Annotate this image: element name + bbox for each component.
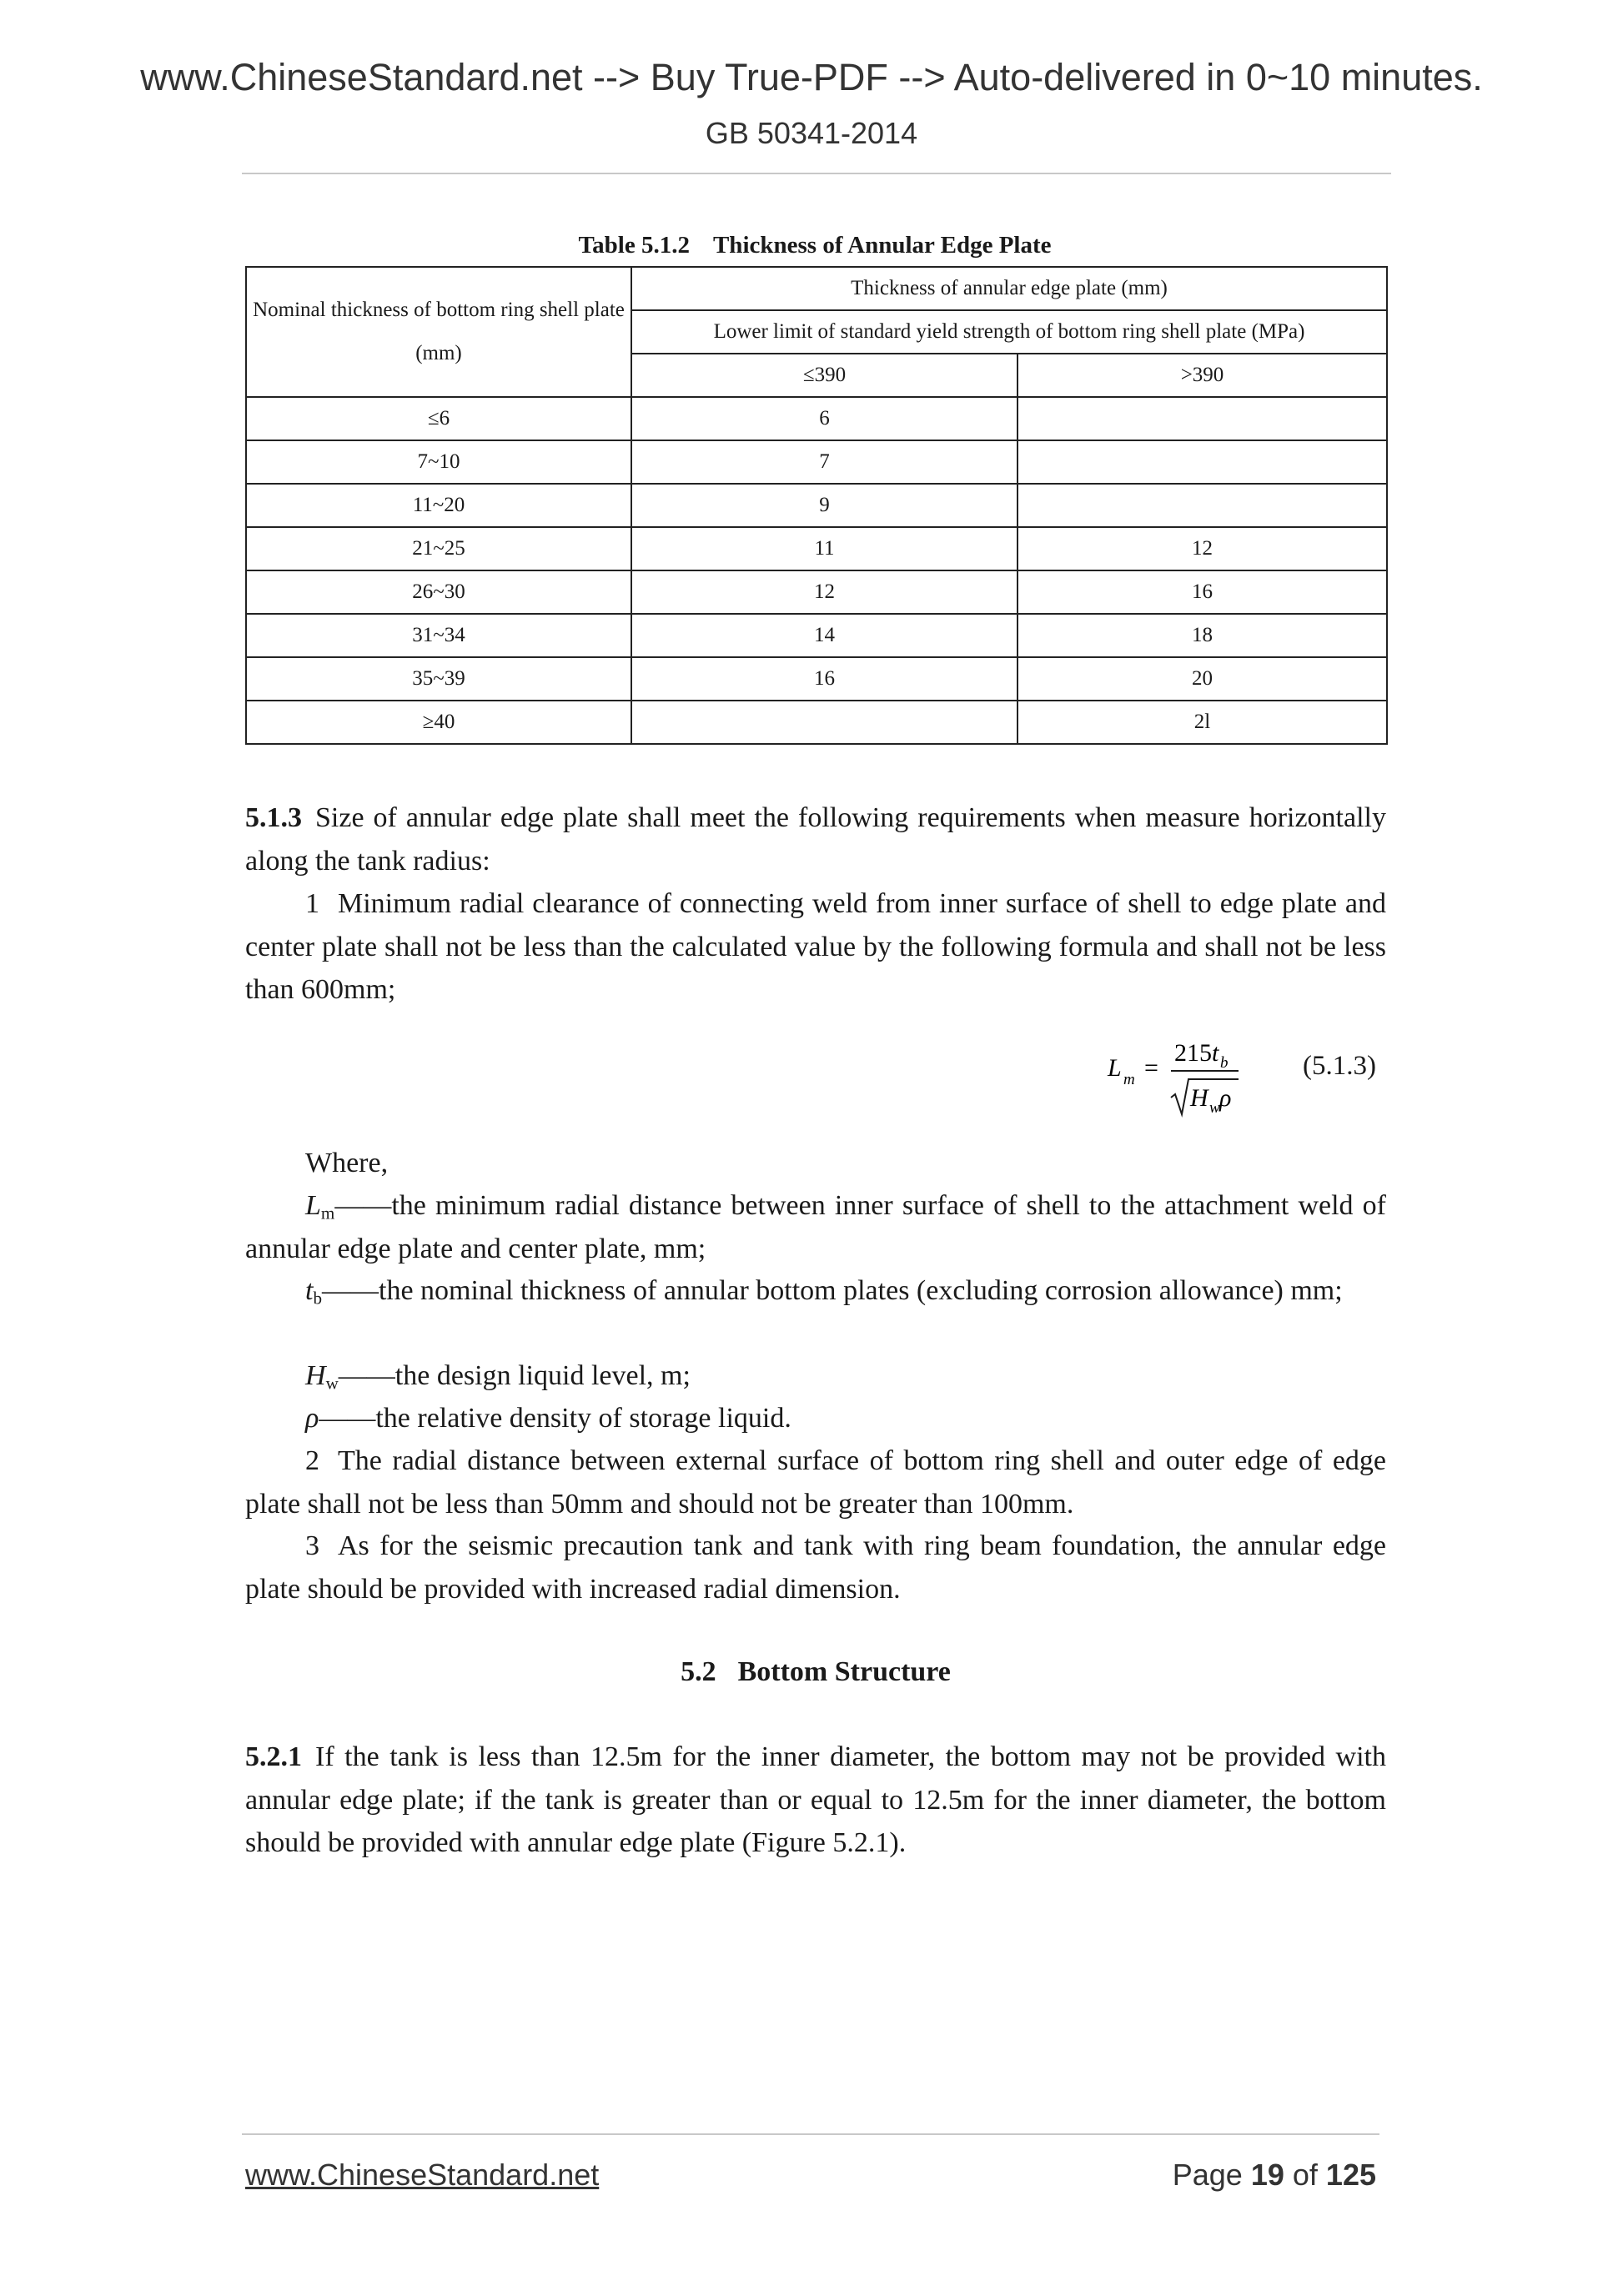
cell-gt-390: 12	[1018, 527, 1387, 570]
formula-lhs-sub: m	[1123, 1071, 1135, 1088]
section-heading-5-2	[245, 1658, 1386, 1686]
formula-denominator-sub: w	[1209, 1099, 1220, 1117]
def-text: ——the minimum radial distance between inner surface of shell to the attachment weld of annular edge plate and center plate, mm;	[245, 1190, 1386, 1264]
def-text: ——the relative density of storage liquid.	[319, 1403, 791, 1434]
table-row	[246, 701, 1387, 744]
cell-le-390: 16	[631, 657, 1018, 701]
cell-le-390	[631, 701, 1018, 744]
table-row	[246, 440, 1387, 484]
table-row	[246, 484, 1387, 527]
table-row	[246, 527, 1387, 570]
cell-nominal: ≥40	[246, 701, 631, 744]
cell-gt-390	[1018, 397, 1387, 440]
equation-number: (5.1.3)	[1303, 1051, 1376, 1081]
def-symbol: L	[305, 1190, 321, 1221]
section-number: 5.2	[681, 1656, 716, 1687]
cell-le-390: 11	[631, 527, 1018, 570]
def-text: ——the design liquid level, m;	[338, 1360, 691, 1391]
formula-equals: =	[1144, 1054, 1158, 1082]
cell-nominal: 11~20	[246, 484, 631, 527]
definition-rho	[245, 1397, 1386, 1440]
header-yield-strength: Lower limit of standard yield strength of bottom ring shell plate (MPa)	[631, 310, 1387, 354]
item-number: 3	[305, 1530, 319, 1561]
def-symbol: H	[305, 1360, 326, 1391]
clause-5-1-3	[245, 796, 1386, 882]
cell-le-390: 9	[631, 484, 1018, 527]
definition-lm	[245, 1184, 1386, 1270]
clause-5-1-3-item-3	[245, 1525, 1386, 1610]
cell-nominal: 21~25	[246, 527, 631, 570]
formula-denominator-rho: ρ	[1219, 1084, 1232, 1112]
def-symbol-sub: w	[325, 1373, 339, 1394]
clause-number: 5.1.3	[245, 802, 302, 833]
definition-tb	[245, 1269, 1386, 1313]
table-title: Thickness of Annular Edge Plate	[712, 232, 1052, 259]
item-text: As for the seismic precaution tank and tank with ring beam foundation, the annular edge plate should be provided with increased radial dimension.	[245, 1530, 1386, 1605]
page-total: 125	[1325, 2158, 1376, 2192]
cell-le-390: 12	[631, 570, 1018, 614]
page-number	[1173, 2160, 1376, 2190]
header-divider	[242, 173, 1391, 174]
cell-nominal: 31~34	[246, 614, 631, 657]
header-edge-plate-thickness: Thickness of annular edge plate (mm)	[631, 267, 1387, 310]
table-row	[246, 657, 1387, 701]
footer-divider	[242, 2133, 1379, 2135]
clause-5-1-3-item-1	[245, 882, 1386, 1012]
table-row	[246, 397, 1387, 440]
header-nominal-thickness: Nominal thickness of bottom ring shell plate (mm)	[246, 267, 631, 397]
where-label: Where,	[305, 1148, 389, 1178]
def-symbol: t	[305, 1275, 314, 1306]
cell-gt-390: 16	[1018, 570, 1387, 614]
formula-lhs: L	[1108, 1054, 1122, 1082]
cell-le-390: 6	[631, 397, 1018, 440]
clause-5-1-3-item-2	[245, 1439, 1386, 1525]
page-current: 19	[1250, 2158, 1284, 2192]
section-title: Bottom Structure	[737, 1656, 951, 1687]
document-id: GB 50341-2014	[705, 116, 918, 150]
definition-hw	[245, 1354, 1386, 1398]
clause-text: Size of annular edge plate shall meet the following requirements when measure horizontally along the tank radius:	[245, 802, 1386, 877]
cell-gt-390: 20	[1018, 657, 1387, 701]
formula-denominator-var: H	[1190, 1084, 1208, 1112]
formula-numerator-var: t	[1212, 1039, 1219, 1067]
cell-gt-390: 18	[1018, 614, 1387, 657]
table-row	[246, 570, 1387, 614]
footer-site-link[interactable]: www.ChineseStandard.net	[245, 2158, 600, 2192]
formula-5-1-3	[1101, 1032, 1301, 1124]
page-label: Page	[1172, 2158, 1243, 2192]
cell-gt-390: 2l	[1018, 701, 1387, 744]
header-le-390: ≤390	[631, 354, 1018, 397]
table-row	[246, 614, 1387, 657]
def-symbol-sub: b	[313, 1288, 322, 1309]
cell-nominal: 26~30	[246, 570, 631, 614]
item-text: The radial distance between external surface of bottom ring shell and outer edge of edge plate shall not be less than 50mm and should not be greater than 100mm.	[245, 1445, 1386, 1520]
cell-gt-390	[1018, 440, 1387, 484]
site-banner: www.ChineseStandard.net --> Buy True-PDF --> Auto-delivered in 0~10 minutes.	[140, 56, 1483, 98]
table-number: Table 5.1.2	[578, 232, 690, 259]
clause-5-2-1	[245, 1736, 1386, 1865]
def-symbol: ρ	[305, 1403, 319, 1434]
item-number: 1	[305, 888, 319, 919]
formula-numerator-constant: 215	[1174, 1039, 1212, 1067]
cell-nominal: ≤6	[246, 397, 631, 440]
item-number: 2	[305, 1445, 319, 1476]
cell-nominal: 35~39	[246, 657, 631, 701]
header-gt-390: >390	[1018, 354, 1387, 397]
def-symbol-sub: m	[320, 1203, 335, 1223]
table-caption	[242, 234, 1388, 258]
item-text: Minimum radial clearance of connecting weld from inner surface of shell to edge plate and center plate shall not be less than the calculated value by the following formula and shall not be less than 600mm;	[245, 888, 1386, 1005]
formula-numerator-sub: b	[1220, 1054, 1229, 1072]
clause-text: If the tank is less than 12.5m for the inner diameter, the bottom may not be provided with annular edge plate; if the tank is greater than or equal to 12.5m for the inner diameter, the bottom should be provided with annular edge plate (Figure 5.2.1).	[245, 1741, 1386, 1858]
cell-le-390: 14	[631, 614, 1018, 657]
page-of: of	[1292, 2158, 1318, 2192]
cell-le-390: 7	[631, 440, 1018, 484]
cell-nominal: 7~10	[246, 440, 631, 484]
table-header-row	[246, 267, 1387, 310]
annular-edge-plate-table	[245, 266, 1388, 745]
cell-gt-390	[1018, 484, 1387, 527]
clause-number: 5.2.1	[245, 1741, 302, 1772]
def-text: ——the nominal thickness of annular bottom plates (excluding corrosion allowance) mm;	[322, 1275, 1343, 1306]
